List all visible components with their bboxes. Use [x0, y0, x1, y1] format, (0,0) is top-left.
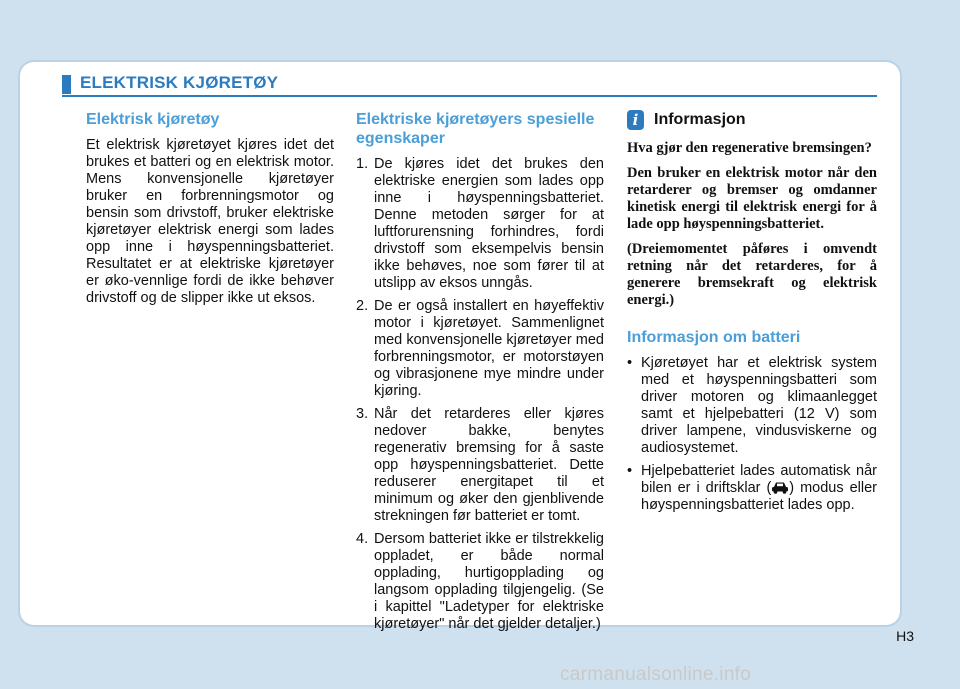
- list-number: 3.: [356, 406, 369, 422]
- info-answer-1: Den bruker en elektrisk motor når den retarderer og bremser og omdanner kinetisk energi til elektrisk energi for å lade opp høyspenningsbatteriet.: [627, 165, 877, 232]
- list-text-after: ) modus eller høyspenningsbatteriet lades opp.: [641, 480, 877, 513]
- info-question: Hva gjør den regenerative bremsingen?: [627, 140, 872, 156]
- info-answer-2: (Dreiemomentet påføres i omvendt retning når det retarderes, for å generere bremsekraft og elektrisk energi.): [627, 241, 877, 308]
- bullet-dot: •: [627, 355, 633, 371]
- list-text-before: Hjelpebatteriet lades automatisk når bilen er i driftsklar (: [641, 463, 877, 496]
- list-text: De kjøres idet det brukes den elektriske energien som lades opp inne i høyspenningsbatteriet. Denne metoden sørger for at luftforurensning forhindres, fordi drivstoff som eksempelvis bensin ikke behøves, noe som fører til at utslipp av eksos unngås.: [374, 156, 604, 291]
- list-item: [627, 355, 877, 457]
- list-number: 4.: [356, 531, 369, 547]
- list-text: Kjøretøyet har et elektrisk system med et høyspenningsbatteri som driver motoren og klimaanlegget samt et hjelpebatteri (12 V) som driver lampene, vindusviskerne og audiosystemet.: [641, 355, 877, 456]
- section-title-bar: [62, 73, 877, 97]
- battery-list: [627, 355, 877, 514]
- list-item: [356, 298, 604, 400]
- list-item: [356, 406, 604, 525]
- bullet-dot: •: [627, 463, 633, 479]
- info-title: Informasjon: [654, 111, 746, 128]
- list-item: [356, 531, 604, 633]
- list-item: [627, 463, 877, 514]
- list-text: Når det retarderes eller kjøres nedover bakke, benytes regenerativ bremsing for å saste opp høyspenningsbatteriet. Dette reduserer energitapet til et minimum og øker den gjenblivende strekningen før batteriet er tomt.: [374, 406, 604, 524]
- list-item: [356, 156, 604, 292]
- paragraph-electric-vehicle: Et elektrisk kjøretøyet kjøres idet det brukes et batteri og en elektrisk motor. Mens konvensjonelle kjøretøyer bruker en forbrenningsmotor og bensin som drivstoff, bruker elektriske kjøretøyer elektrisk energi som lades opp inne i høyspenningsbatteriet. Resultatet er at elektriske kjøretøyer er øko-vennlige fordi de ikke behøver drivstoff og de slipper ikke ut eksos.: [86, 137, 334, 306]
- list-number: 1.: [356, 156, 369, 172]
- info-header: [627, 110, 877, 130]
- column-2: [356, 110, 604, 639]
- watermark: carmanualsonline.info: [560, 664, 752, 685]
- page-number: H3: [896, 628, 914, 644]
- list-text: Dersom batteriet ikke er tilstrekkelig oppladet, er både normal opplading, hurtigopplading og langsom opplading tilgjengelig. (Se i kapittel "Ladetyper for elektriske kjøretøyer" når det gjelder detaljer.): [374, 531, 604, 632]
- list-text: De er også installert en høyeffektiv motor i kjøretøyet. Sammenlignet med konvensjonelle kjøretøyer med forbrenningsmotor, er motorstøyen og vibrasjonene mye mindre under kjøring.: [374, 298, 604, 399]
- column-3: [627, 110, 877, 520]
- info-icon: i: [627, 110, 644, 130]
- heading-battery-info: Informasjon om batteri: [627, 329, 801, 346]
- features-list: [356, 156, 604, 633]
- title-accent-bar: [62, 75, 71, 94]
- column-1: [86, 110, 334, 307]
- car-icon: [771, 481, 789, 494]
- heading-special-features: Elektriske kjøretøyers spesielle egenskaper: [356, 111, 595, 147]
- section-title: ELEKTRISK KJØRETØY: [80, 73, 279, 92]
- list-number: 2.: [356, 298, 369, 314]
- heading-electric-vehicle: Elektrisk kjøretøy: [86, 111, 220, 128]
